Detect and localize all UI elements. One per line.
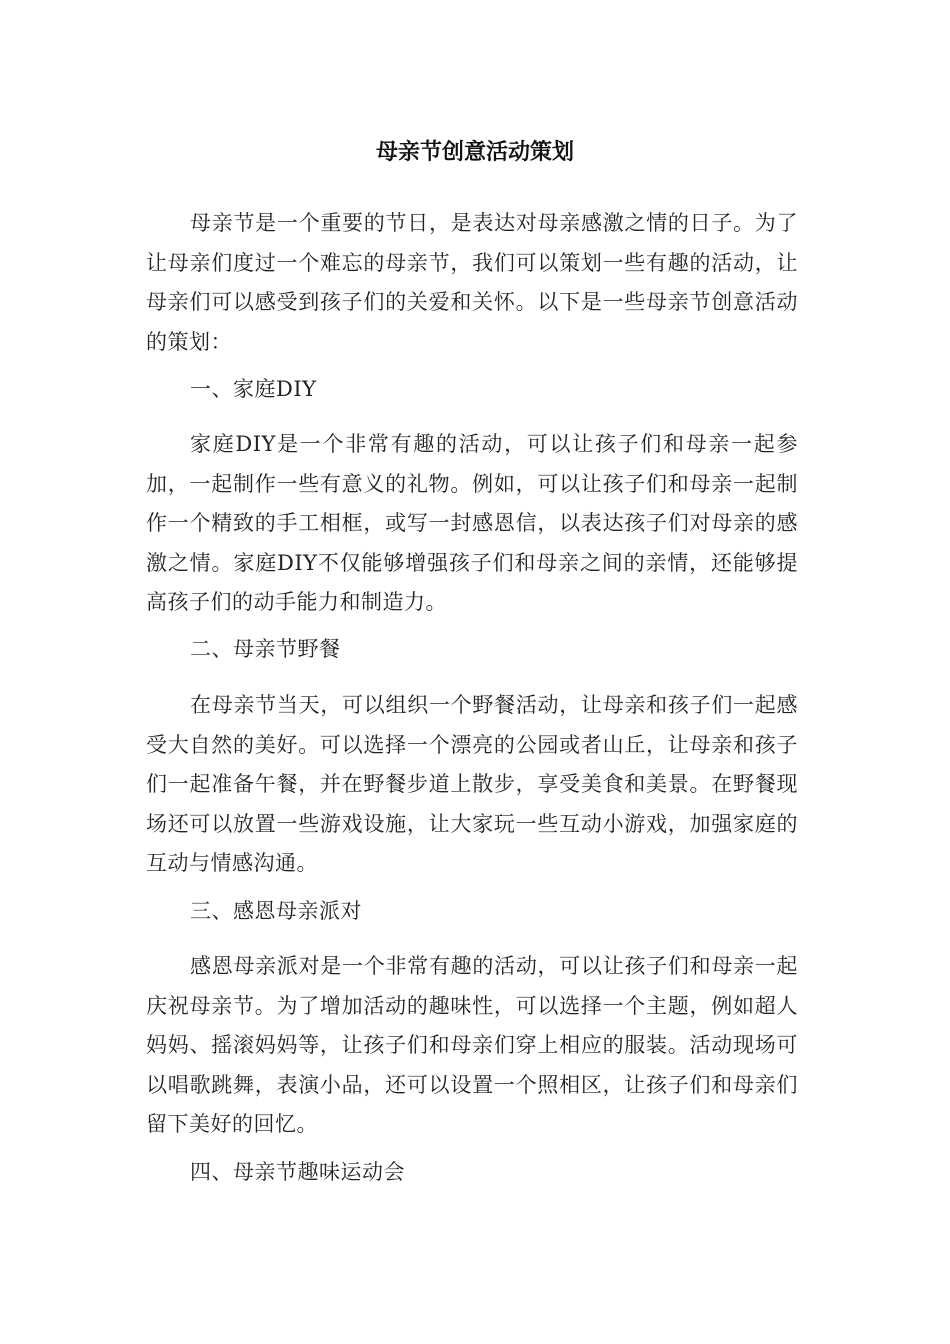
section-heading-2: 二、母亲节野餐 bbox=[190, 637, 341, 661]
intro-paragraph: 母亲节是一个重要的节日，是表达对母亲感激之情的日子。为了让母亲们度过一个难忘的母亲节，我们可以策划一些有趣的活动，让母亲们可以感受到孩子们的关爱和关怀。以下是一些母亲节创意活动的策划： bbox=[146, 211, 798, 354]
section-paragraph-1: 家庭DIY是一个非常有趣的活动，可以让孩子们和母亲一起参加，一起制作一些有意义的礼物。例如，可以让孩子们和母亲一起制作一个精致的手工相框，或写一封感恩信，以表达孩子们对母亲的感激之情。家庭DIY不仅能够增强孩子们和母亲之间的亲情，还能够提高孩子们的动手能力和制造力。 bbox=[146, 432, 798, 614]
section-heading-1: 一、家庭DIY bbox=[190, 377, 317, 401]
section-paragraph-2: 在母亲节当天，可以组织一个野餐活动，让母亲和孩子们一起感受大自然的美好。可以选择一个漂亮的公园或者山丘，让母亲和孩子们一起准备午餐，并在野餐步道上散步，享受美食和美景。在野餐现场还可以放置一些游戏设施，让大家玩一些互动小游戏，加强家庭的互动与情感沟通。 bbox=[146, 693, 798, 875]
section-paragraph-3: 感恩母亲派对是一个非常有趣的活动，可以让孩子们和母亲一起庆祝母亲节。为了增加活动的趣味性，可以选择一个主题，例如超人妈妈、摇滚妈妈等，让孩子们和母亲们穿上相应的服装。活动现场可以唱歌跳舞，表演小品，还可以设置一个照相区，让孩子们和母亲们留下美好的回忆。 bbox=[146, 954, 798, 1136]
document-title: 母亲节创意活动策划 bbox=[375, 140, 574, 165]
section-heading-4: 四、母亲节趣味运动会 bbox=[190, 1160, 405, 1184]
section-heading-3: 三、感恩母亲派对 bbox=[190, 899, 362, 923]
